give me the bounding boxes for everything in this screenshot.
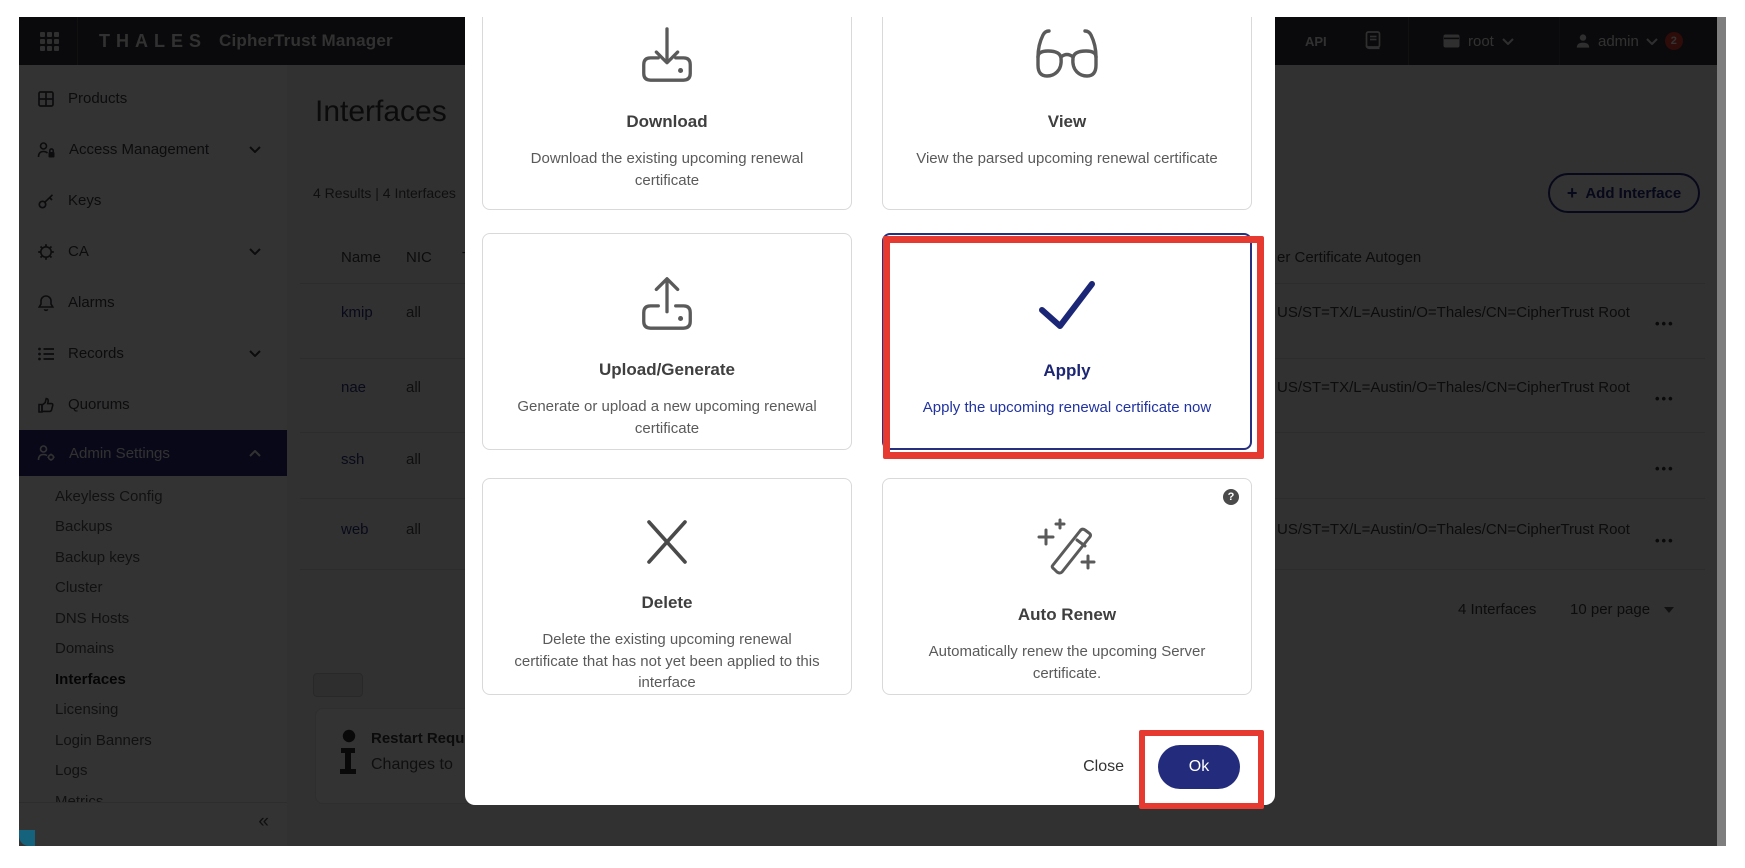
card-description: Automatically renew the upcoming Server certificate. xyxy=(928,643,1206,682)
magic-wand-icon xyxy=(1036,513,1098,583)
ok-button[interactable]: Ok xyxy=(1158,745,1240,789)
card-title: Auto Renew xyxy=(1017,605,1117,624)
auto-renew-card[interactable] xyxy=(882,478,1252,695)
delete-x-icon xyxy=(641,513,693,571)
card-title: Apply xyxy=(1043,361,1091,380)
close-button[interactable]: Close xyxy=(1077,757,1130,777)
card-description: View the parsed upcoming renewal certificate xyxy=(916,150,1218,167)
view-card[interactable] xyxy=(882,17,1252,210)
download-card[interactable] xyxy=(482,17,852,210)
card-description: Delete the existing upcoming renewal certificate that has not yet been applied to this interface xyxy=(514,630,820,692)
app-window xyxy=(19,17,1726,846)
card-title: Upload/Generate xyxy=(598,360,736,379)
card-description: Apply the upcoming renewal certificate now xyxy=(922,399,1212,416)
view-glasses-icon xyxy=(1030,20,1104,90)
upload-generate-card[interactable] xyxy=(482,233,852,450)
card-title: Download xyxy=(626,112,708,131)
card-title: View xyxy=(1047,112,1087,131)
card-description: Download the existing upcoming renewal certificate xyxy=(530,150,804,189)
page-scrollbar[interactable] xyxy=(1717,17,1726,846)
card-description: Generate or upload a new upcoming renewal certificate xyxy=(517,398,817,437)
delete-card[interactable] xyxy=(482,478,852,695)
download-icon xyxy=(636,20,698,90)
card-title: Delete xyxy=(641,592,693,612)
annotation-box-ok xyxy=(1139,730,1264,809)
annotation-box-apply xyxy=(883,236,1264,459)
help-icon[interactable]: ? xyxy=(1223,489,1239,505)
upload-icon xyxy=(636,268,698,338)
